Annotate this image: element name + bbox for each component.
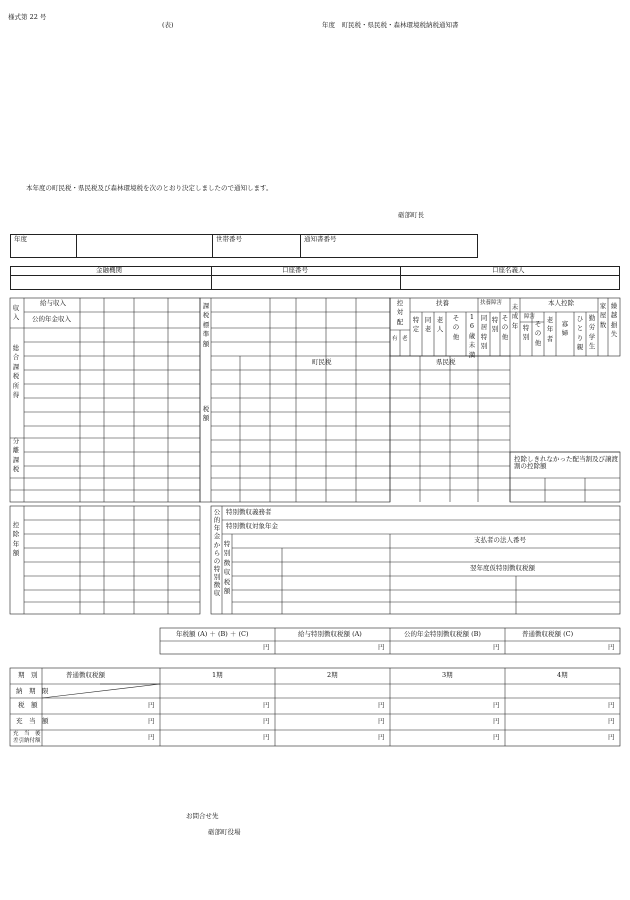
ordinary-label: 普通徴収税額 (C) [522, 630, 574, 638]
office-name: 砺部町役場 [208, 828, 241, 836]
period-3-label: 3期 [442, 671, 453, 679]
period-label: 期 別 [18, 671, 38, 679]
widow-label: 寡婦 [561, 320, 569, 338]
yen-unit: 円 [148, 733, 155, 741]
yen-unit: 円 [608, 733, 615, 741]
single-parent-label: ひとり親 [576, 315, 584, 352]
loss-carry-label: 繰越損失 [610, 302, 618, 339]
tax-amount-side-label: 税額 [202, 405, 210, 423]
yen-unit: 円 [148, 701, 155, 709]
net-payment-label: 充 当 後 差引納付額 [13, 731, 41, 744]
under16-label: 16歳未満 [468, 313, 476, 359]
self-disabled-label: 障害 [524, 314, 536, 320]
separate-taxable-side-label: 分離課税 [12, 437, 20, 474]
support-other-label: その他 [452, 314, 460, 341]
yen-unit: 円 [263, 717, 270, 725]
period-2-label: 2期 [327, 671, 338, 679]
spouse-old-label: 老 [402, 336, 408, 342]
yen-unit: 円 [378, 701, 385, 709]
applied-amount-label: 充 当 額 [16, 717, 49, 725]
annual-total-label: 年税額 (A) ＋ (B) ＋ (C) [176, 630, 249, 638]
form-title: 年度 町民税・県民税・森林環境税納税通知書 [322, 21, 459, 29]
yen-unit: 円 [263, 643, 270, 651]
due-date-label: 納 期 限 [16, 687, 49, 695]
yen-unit: 円 [608, 717, 615, 725]
working-student-label: 勤労学生 [588, 314, 596, 351]
yen-unit: 円 [493, 643, 500, 651]
ordinary-amount-label: 普通徴収税額 [66, 671, 105, 679]
account-number-label: 口座番号 [282, 266, 308, 274]
self-other-label: その他 [534, 320, 542, 347]
old-label: 老人 [436, 316, 444, 334]
year-label: 年度 [14, 235, 27, 243]
period-1-label: 1期 [212, 671, 223, 679]
tax-amount-label: 税 額 [18, 701, 38, 709]
cohab-special-label: 同居特別 [480, 314, 488, 351]
yen-unit: 円 [263, 701, 270, 709]
yen-unit: 円 [378, 733, 385, 741]
yen-unit: 円 [378, 717, 385, 725]
yen-unit: 円 [378, 643, 385, 651]
bank-label: 金融機関 [96, 266, 122, 274]
tax-standard-side-label: 課税標準額 [202, 302, 210, 348]
yen-unit: 円 [263, 733, 270, 741]
self-old-label: 老年者 [546, 316, 554, 343]
yen-unit: 円 [493, 717, 500, 725]
disabled-support-label: 扶養障害 [480, 300, 503, 306]
pref-tax-label: 県民税 [436, 358, 456, 366]
spouse-yes-label: 有 [392, 336, 398, 342]
support-label: 扶養 [436, 299, 449, 307]
inquiry-label: お問合せ先 [186, 812, 219, 820]
special-pension-label: 特別徴収対象年金 [226, 522, 278, 530]
intro-text: 本年度の町民税・県民税及び森林環境税を次のとおり決定しましたので通知します。 [26, 184, 273, 192]
salary-special-label: 給与特別徴収税額 (A) [298, 630, 362, 638]
salary-income-label: 給与収入 [40, 299, 66, 307]
self-special-label: 特別 [522, 324, 530, 342]
town-tax-label: 町民税 [312, 358, 332, 366]
total-taxable-side-label: 総合課税所得 [12, 344, 20, 400]
spouse-deduction-label: 控対配 [396, 299, 404, 326]
yen-unit: 円 [608, 701, 615, 709]
unused-deduction-label: 控除しきれなかった配当割及び譲渡割の控除額 [514, 455, 618, 471]
mayor-name: 砺部町長 [398, 211, 424, 219]
pension-income-label: 公的年金収入 [32, 315, 71, 323]
form-number: 様式第 22 号 [8, 13, 47, 21]
period-4-label: 4期 [557, 671, 568, 679]
account-holder-label: 口座名義人 [492, 266, 525, 274]
special-payer-label: 特別徴収義務者 [226, 508, 272, 516]
yen-unit: 円 [148, 717, 155, 725]
self-deduction-label: 本人控除 [548, 299, 574, 307]
form-side-label: (表) [162, 21, 174, 29]
special-support-label: 特定 [412, 316, 420, 334]
minor-label: 未成年 [511, 303, 519, 330]
disabled-special-label: 特別 [491, 316, 499, 334]
yen-unit: 円 [493, 701, 500, 709]
next-year-tax-label: 翌年度仮特別徴収税額 [470, 564, 535, 572]
household-number-label: 世帯番号 [216, 235, 242, 243]
yen-unit: 円 [493, 733, 500, 741]
same-old-label: 同老 [424, 316, 432, 334]
yen-unit: 円 [608, 643, 615, 651]
pension-special-label: 公的年金特別徴収税額 (B) [404, 630, 481, 638]
disabled-other-label: その他 [501, 314, 509, 341]
pension-special-side-label: 公的年金からの特別徴収 [213, 508, 221, 598]
deduction-side-label: 控除年額 [12, 521, 20, 558]
income-side-label: 収入 [12, 304, 20, 322]
notice-number-label: 通知書番号 [304, 235, 337, 243]
household-count-label: 家屋数 [599, 302, 607, 329]
pension-special-tax-side-label: 特別徴収税額 [223, 540, 231, 596]
payer-corp-number-label: 支払者の法人番号 [474, 536, 526, 544]
